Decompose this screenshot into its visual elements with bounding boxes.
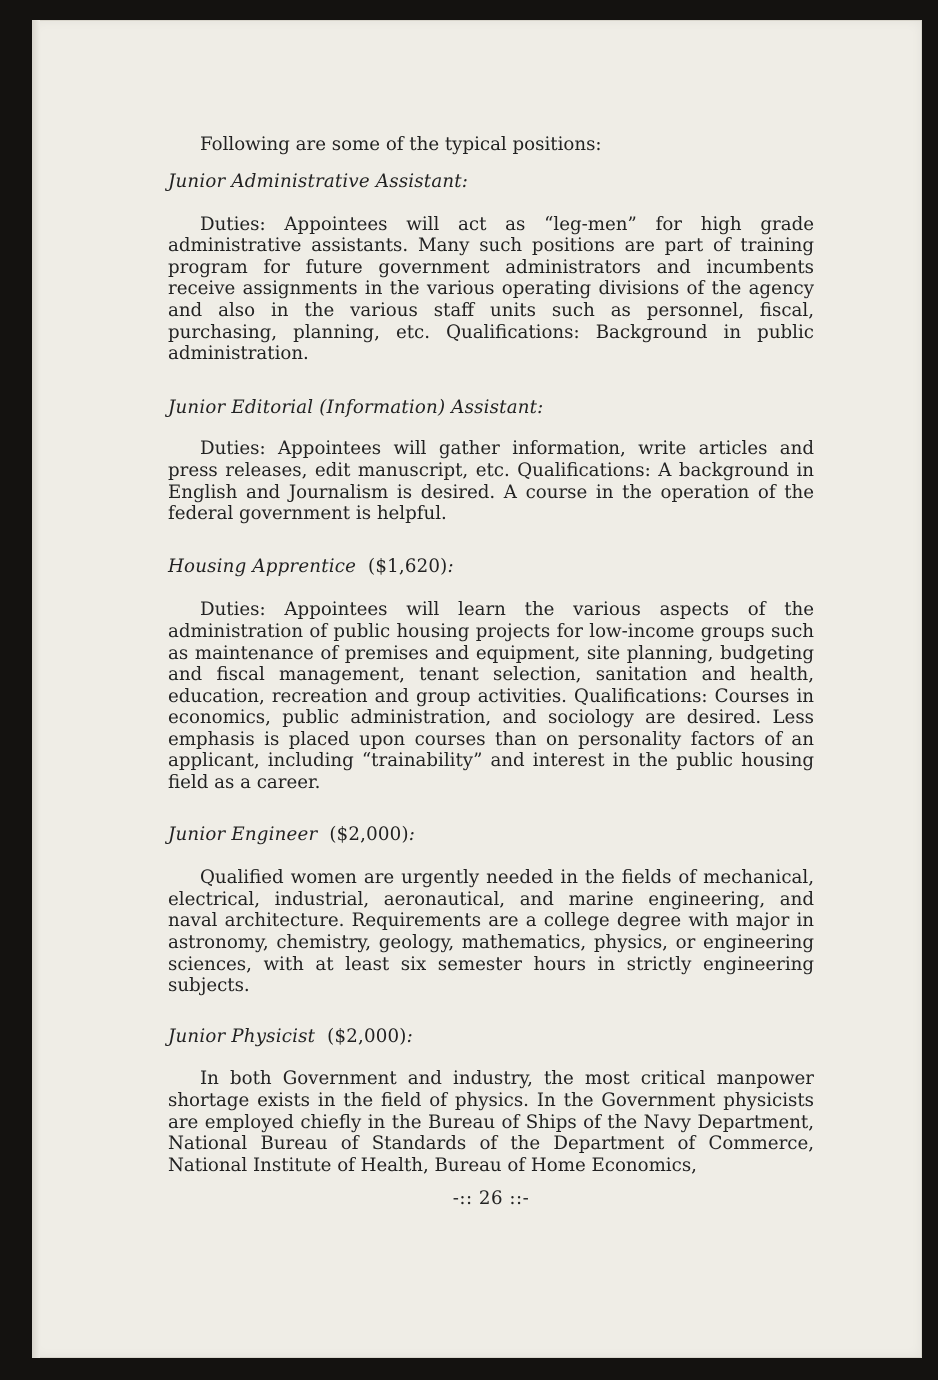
section-heading-junior-editorial-assistant: Junior Editorial (Information) Assistant: [168, 396, 544, 418]
section-heading-junior-engineer: Junior Engineer ($2,000): [168, 823, 416, 845]
section-title: Junior Physicist [168, 1025, 316, 1047]
section-body-junior-engineer: Qualified women are urgently needed in the fields of mechanical, electrical, industrial, aeronautical, and marine engineering, and naval architecture. Requirements are a college degree with major in astronomy, chemistry, geology, mathematics, physics, or engineering sciences, with at least six semester hours in strictly engineering subjects. [168, 867, 814, 997]
document-page [32, 20, 922, 1358]
section-salary: ($2,000) [327, 1025, 407, 1047]
section-heading-junior-physicist: Junior Physicist ($2,000): [168, 1025, 413, 1047]
section-body-junior-editorial-assistant: Duties: Appointees will gather information, write articles and press releases, edit manuscript, etc. Qualifications: A background in English and Journalism is desired. A course in the operation of the federal government is helpful. [168, 438, 814, 525]
section-heading-junior-administrative-assistant: Junior Administrative Assistant: [168, 171, 469, 192]
intro-text: Following are some of the typical positions: [200, 134, 602, 155]
section-body-housing-apprentice: Duties: Appointees will learn the various aspects of the administration of public housing projects for low-income groups such as maintenance of premises and equipment, site planning, budgeting and fiscal management, tenant selection, sanitation and health, education, recreation and group activities. Qualifications: Courses in economics, public administration, and sociology are desired. Less emphasis is placed upon courses than on personality factors of an applicant, including “trainability” and interest in the public housing field as a career. [168, 599, 814, 794]
section-body-junior-administrative-assistant: Duties: Appointees will act as “leg-men” for high grade administrative assistants. Many such positions are part of training program for future government administrators and incumbents receive assignments in the various operating divisions of the agency and also in the various staff units such as personnel, fiscal, purchasing, planning, etc. Qualifications: Background in public administration. [168, 213, 814, 365]
section-salary: ($1,620) [368, 555, 448, 577]
section-title: Junior Administrative Assistant [168, 171, 462, 192]
section-title: Junior Engineer [168, 823, 318, 845]
page-body [168, 134, 814, 1210]
section-title: Junior Editorial (Information) Assistant [168, 396, 538, 418]
section-body-junior-physicist: In both Government and industry, the most critical manpower shortage exists in the field of physics. In the Government physicists are employed chiefly in the Bureau of Ships of the Navy Department, National Bureau of Standards of the Department of Commerce, National Institute of Health, Bureau of Home Economics, [168, 1068, 814, 1176]
page-gutter-shadow [32, 20, 40, 1358]
section-title: Housing Apprentice [168, 555, 357, 577]
section-heading-housing-apprentice: Housing Apprentice ($1,620): [168, 555, 454, 577]
section-salary: ($2,000) [329, 823, 409, 845]
page-number: -:: 26 ::- [452, 1188, 530, 1210]
